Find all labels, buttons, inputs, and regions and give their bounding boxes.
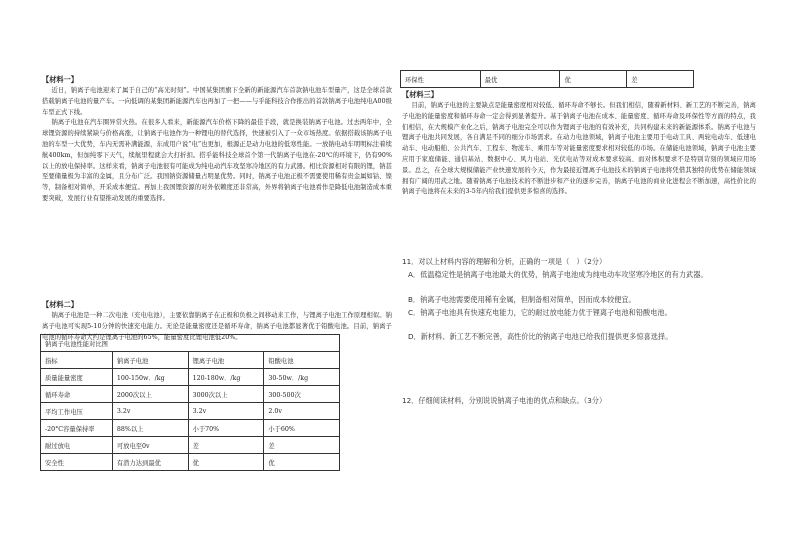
table-cell: 优 xyxy=(188,454,264,471)
table-cell: 环保性 xyxy=(401,71,481,88)
question-11-option-a[interactable]: A．低温稳定性是钠离子电池最大的优势，钠离子电池成为纯电动车攻坚寒冷地区的有力武器。 xyxy=(408,270,708,279)
material-1-heading: 【材料一】 xyxy=(42,75,78,84)
material-2-paragraph-1: 钠离子电池是一种二次电池（充电电池），主要依靠钠离子在正极和负极之间移动来工作，与锂离子电池工作原理相似。钠离子电池可实现5-10分钟的快速充电能力。无论是能量密度还是循环寿命，钠离子电池都显著优于铅酸电池。目前，钠离子电池的循环寿命大约是锂离子电池的65%，能量密度比锂电池低20%。 xyxy=(42,312,392,341)
question-11-option-c[interactable]: C．钠离子电池具有快速充电能力，它的耐过放电能力优于锂离子电池和铅酸电池。 xyxy=(408,308,672,317)
table-cell: 100-150w．/kg xyxy=(112,369,188,386)
table-caption: 钠离子电池性能对比图 xyxy=(41,335,340,352)
table-cell: 2000次以上 xyxy=(112,386,188,403)
table-header: 锂离子电池 xyxy=(188,352,264,369)
question-11-stem: 11．对以上材料内容的理解和分析，正确的一项是（ ）（2分） xyxy=(402,257,607,266)
table-continuation xyxy=(400,70,694,88)
table-cell: 优 xyxy=(560,71,627,88)
table-cell: 3.2v xyxy=(112,403,188,420)
table-cell: 3000次以上 xyxy=(188,386,264,403)
question-11-option-d[interactable]: D．新材料、新工艺不断完善，高性价比的钠离子电池已给我们提供更多惊喜选择。 xyxy=(408,332,673,341)
performance-table xyxy=(40,334,340,471)
table-cell: 优 xyxy=(264,454,340,471)
table-cell: 30-50w．/kg xyxy=(264,369,340,386)
table-cell: 2.0v xyxy=(264,403,340,420)
material-2-heading: 【材料二】 xyxy=(42,300,78,309)
table-cell: 300-500次 xyxy=(264,386,340,403)
table-cell: 小于60% xyxy=(264,420,340,437)
table-cell: 安全性 xyxy=(41,454,113,471)
material-3-paragraph-1: 目前，钠离子电池的主要缺点是能量密度相对较低、循环寿命不够长。但我们相信，随着新材料、新工艺的不断完善，钠离子电池的能量密度和循环寿命一定会得到显著提升。基于钠离子电池在成本、能量密度、循环寿命及环保性等方面的特点，我们相信，在大规模产业化之后，钠离子电池完全可以作为锂离子电池的有效补充，共同构建未来的新能源体系。钠离子电池与锂离子电池共同发展，各自满足不同的细分市场需求。在动力电池领域，钠离子电池主要用于电动工具、两轮电动车、低速电动车、电动船舶、公共汽车、工程车、物流车、乘用车等对能量密度要求相对较低的市场。在储能电池领域，钠离子电池主要应用于家庭储能、通信基站、数据中心、风力电站、光伏电站等对成本要求较高、而对体积要求不是特别苛刻的领域应用场景。总之，在全球大规模储能产业快速发展的今天，作为最接近锂离子电池技术的钠离子电池将凭借其独特的优势在储能领域拥有广阔的用武之地。随着钠离子电池技术的不断进步和产业的逐步完善，钠离子电池的商业化进程会不断加速，高性价比的钠离子电池将在未来的3-5年内给我们提供更多惊喜的选择。 xyxy=(402,102,756,196)
table-row xyxy=(401,71,694,88)
table-cell: 120-180w．/kg xyxy=(188,369,264,386)
table-cell: 平均工作电压 xyxy=(41,403,113,420)
table-cell: 质量能量密度 xyxy=(41,369,113,386)
table-header: 铅酸电池 xyxy=(264,352,340,369)
table-cell: 差 xyxy=(627,71,694,88)
table-cell: 差 xyxy=(264,437,340,454)
table-row xyxy=(41,420,340,437)
material-1-paragraph-1: 近日，钠离子电池迎来了属于自己的“高光时刻”。中国某集团旗下全新的新能源汽车首款钠电池车型量产，这是全球首款搭载钠离子电池的量产车。一向低调的某集团新能源汽车也再加了一把——与乎能科技合作推出的首款钠离子电池纯电A00级车型正式下线。 xyxy=(42,87,392,116)
table-cell: 小于70% xyxy=(188,420,264,437)
table-row xyxy=(41,454,340,471)
table-header: 钠离子电池 xyxy=(112,352,188,369)
table-header-row xyxy=(41,352,340,369)
table-cell: 88%以上 xyxy=(112,420,188,437)
table-cell: 耐过放电 xyxy=(41,437,113,454)
question-11-option-b[interactable]: B．钠离子电池需要使用稀有金属，但制备相对简单，因而成本较便宜。 xyxy=(408,295,636,304)
table-cell: 差 xyxy=(188,437,264,454)
table-cell: 最优 xyxy=(480,71,560,88)
table-header: 指标 xyxy=(41,352,113,369)
material-3-text xyxy=(402,101,756,198)
material-3-heading: 【材料三】 xyxy=(402,90,438,99)
table-row xyxy=(41,403,340,420)
question-12-stem: 12．仔细阅读材料，分别说说钠离子电池的优点和缺点。（3分） xyxy=(402,396,607,405)
table-row xyxy=(41,437,340,454)
table-row xyxy=(41,369,340,386)
table-cell: 3.2v xyxy=(188,403,264,420)
material-1-paragraph-2: 钠离子电池在汽车圈异常火热。在很多人看来，新能源汽车价格下降的最佳手段，就是换装钠离子电池。过去两年中，全球锂资源的持续紧缺与价格高涨，让钠离子电池作为一种锂电的替代选择，快速被引入了一众市场热度。依据搭载该钠离子电池的车型一大优势，车内无需补满能源，东成用户说“电”也更加，根源正是动力电池的低寒性能。一放钠电动车明明标注着续航400km，但加纯零下天气，续航里程就会大打折扣。搭乎能科技全球首个第一代钠离子电池在-20℃的环境下，仍有90%以上的放电保持率。这样来看，钠离子电池很有可能成为纯电动汽车攻坚寒冷地区的有力武器。相比资源相对有限的锂，钠甚至要储量极为丰富的金属，且分布广泛。我国钠资源储量占明显优势。同时，钠离子电池正极不需要使用稀有贵金属如钴、镍等，制备相对简单，开采成本便宜。再加上我国锂资源的对外依赖度还非常高，外界将钠离子电池看作是降低电池制造成本重要突破，发展行业有望推动发展的重要选择。 xyxy=(42,119,392,202)
table-cell: -20°C容量保持率 xyxy=(41,420,113,437)
table-cell: 循环寿命 xyxy=(41,386,113,403)
table-cell: 可放电至0v xyxy=(112,437,188,454)
table-cell: 有潜力达到最优 xyxy=(112,454,188,471)
table-row xyxy=(41,386,340,403)
material-1-text xyxy=(42,86,392,205)
